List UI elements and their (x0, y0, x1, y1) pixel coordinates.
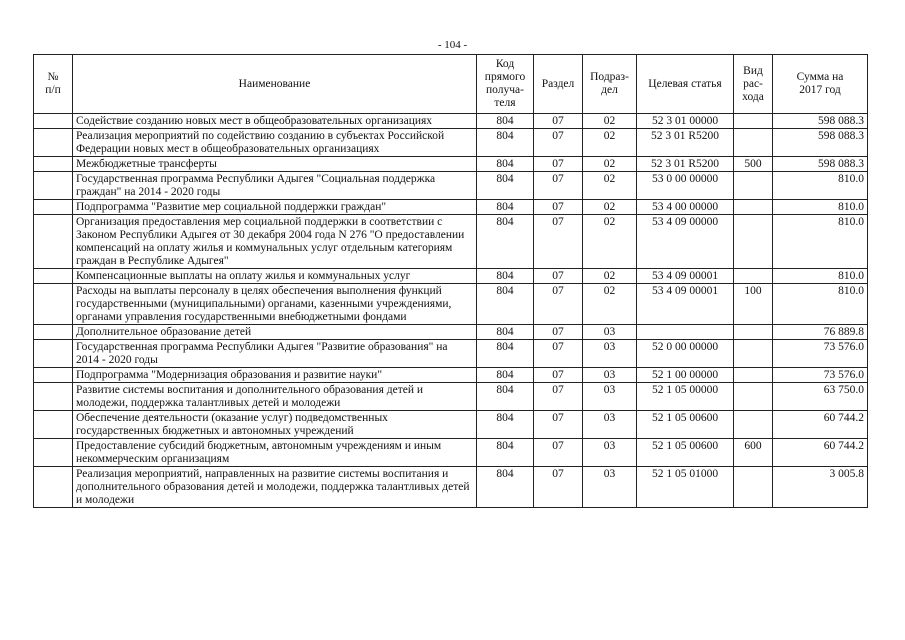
table-header-row (34, 55, 868, 114)
table-row (34, 200, 868, 215)
row-name: Дополнительное образование детей (73, 325, 477, 340)
row-expense-type (734, 368, 773, 383)
row-num (34, 284, 73, 325)
row-code: 804 (477, 325, 534, 340)
header-num: № п/п (34, 55, 73, 114)
header-target: Целевая статья (637, 55, 734, 114)
row-section: 07 (534, 269, 583, 284)
row-target: 52 1 05 00000 (637, 383, 734, 411)
row-expense-type (734, 215, 773, 269)
row-name: Организация предоставления мер социальной поддержки в соответствии с Законом Республики Адыгея от 30 декабря 2004 года N 276 "О предоставлении компенсаций на оплату жилья и коммунальных услуг отдельным категориям граждан в Республике Адыгея" (73, 215, 477, 269)
row-subsection: 02 (583, 200, 637, 215)
row-code: 804 (477, 215, 534, 269)
table-row (34, 368, 868, 383)
row-amount: 598 088.3 (773, 129, 868, 157)
row-name: Расходы на выплаты персоналу в целях обеспечения выполнения функций государственными (муниципальными) органами, казенными учреждениями, органами управления государственными внебюджетными фондами (73, 284, 477, 325)
row-num (34, 467, 73, 508)
row-expense-type (734, 114, 773, 129)
row-expense-type (734, 411, 773, 439)
row-amount: 63 750.0 (773, 383, 868, 411)
row-target: 53 4 00 00000 (637, 200, 734, 215)
row-section: 07 (534, 439, 583, 467)
table-row (34, 215, 868, 269)
row-name: Подпрограмма "Модернизация образования и развитие науки" (73, 368, 477, 383)
table-row (34, 340, 868, 368)
row-amount: 76 889.8 (773, 325, 868, 340)
row-name: Компенсационные выплаты на оплату жилья и коммунальных услуг (73, 269, 477, 284)
row-target: 53 4 09 00001 (637, 284, 734, 325)
row-name: Государственная программа Республики Адыгея "Социальная поддержка граждан" на 2014 - 2020 годы (73, 172, 477, 200)
row-name: Содействие созданию новых мест в общеобразовательных организациях (73, 114, 477, 129)
row-num (34, 114, 73, 129)
row-target (637, 325, 734, 340)
table-row (34, 411, 868, 439)
row-expense-type (734, 325, 773, 340)
row-target: 52 3 01 R5200 (637, 157, 734, 172)
row-code: 804 (477, 467, 534, 508)
row-target: 53 0 00 00000 (637, 172, 734, 200)
row-expense-type (734, 269, 773, 284)
row-name: Реализация мероприятий по содействию созданию в субъектах Российской Федерации новых мест в общеобразовательных организациях (73, 129, 477, 157)
row-expense-type (734, 172, 773, 200)
row-section: 07 (534, 325, 583, 340)
row-subsection: 02 (583, 114, 637, 129)
row-amount: 810.0 (773, 215, 868, 269)
table-row (34, 129, 868, 157)
header-amount: Сумма на 2017 год (773, 55, 868, 114)
row-expense-type (734, 340, 773, 368)
row-code: 804 (477, 269, 534, 284)
row-target: 53 4 09 00000 (637, 215, 734, 269)
row-amount: 810.0 (773, 172, 868, 200)
row-subsection: 03 (583, 368, 637, 383)
row-target: 52 1 05 00600 (637, 411, 734, 439)
row-code: 804 (477, 172, 534, 200)
row-code: 804 (477, 157, 534, 172)
row-expense-type (734, 467, 773, 508)
row-name: Обеспечение деятельности (оказание услуг) подведомственных государственных бюджетных и автономных учреждений (73, 411, 477, 439)
row-subsection: 02 (583, 129, 637, 157)
header-section: Раздел (534, 55, 583, 114)
row-amount: 810.0 (773, 284, 868, 325)
row-code: 804 (477, 383, 534, 411)
row-subsection: 03 (583, 439, 637, 467)
row-name: Государственная программа Республики Адыгея "Развитие образования" на 2014 - 2020 годы (73, 340, 477, 368)
row-target: 52 1 05 01000 (637, 467, 734, 508)
row-amount: 598 088.3 (773, 157, 868, 172)
budget-table (33, 54, 868, 508)
table-row (34, 325, 868, 340)
row-num (34, 269, 73, 284)
table-row (34, 467, 868, 508)
row-section: 07 (534, 114, 583, 129)
table-row (34, 439, 868, 467)
row-amount: 810.0 (773, 269, 868, 284)
row-expense-type (734, 200, 773, 215)
row-target: 52 3 01 00000 (637, 114, 734, 129)
row-subsection: 03 (583, 340, 637, 368)
row-subsection: 03 (583, 411, 637, 439)
row-expense-type: 100 (734, 284, 773, 325)
row-section: 07 (534, 215, 583, 269)
row-section: 07 (534, 172, 583, 200)
row-code: 804 (477, 340, 534, 368)
table-row (34, 284, 868, 325)
row-name: Подпрограмма "Развитие мер социальной поддержки граждан" (73, 200, 477, 215)
row-code: 804 (477, 411, 534, 439)
row-name: Развитие системы воспитания и дополнительного образования детей и молодежи, поддержка талантливых детей и молодежи (73, 383, 477, 411)
row-expense-type: 500 (734, 157, 773, 172)
row-amount: 3 005.8 (773, 467, 868, 508)
row-subsection: 02 (583, 269, 637, 284)
table-row (34, 172, 868, 200)
row-name: Межбюджетные трансферты (73, 157, 477, 172)
page-number: - 104 - (437, 39, 468, 51)
row-section: 07 (534, 383, 583, 411)
row-num (34, 129, 73, 157)
row-code: 804 (477, 439, 534, 467)
row-target: 53 4 09 00001 (637, 269, 734, 284)
row-code: 804 (477, 368, 534, 383)
header-name: Наименование (73, 55, 477, 114)
row-expense-type (734, 383, 773, 411)
row-subsection: 02 (583, 157, 637, 172)
row-amount: 598 088.3 (773, 114, 868, 129)
row-code: 804 (477, 129, 534, 157)
row-num (34, 411, 73, 439)
row-amount: 60 744.2 (773, 439, 868, 467)
row-section: 07 (534, 340, 583, 368)
row-num (34, 200, 73, 215)
row-section: 07 (534, 200, 583, 215)
row-num (34, 325, 73, 340)
row-name: Реализация мероприятий, направленных на развитие системы воспитания и дополнительного образования детей и молодежи, поддержка талантливых детей и молодежи (73, 467, 477, 508)
row-num (34, 439, 73, 467)
row-target: 52 1 00 00000 (637, 368, 734, 383)
row-name: Предоставление субсидий бюджетным, автономным учреждениям и иным некоммерческим организациям (73, 439, 477, 467)
row-target: 52 3 01 R5200 (637, 129, 734, 157)
row-expense-type: 600 (734, 439, 773, 467)
header-expense-type: Вид рас- хода (734, 55, 773, 114)
row-subsection: 02 (583, 215, 637, 269)
row-section: 07 (534, 368, 583, 383)
table-row (34, 269, 868, 284)
row-code: 804 (477, 114, 534, 129)
row-section: 07 (534, 467, 583, 508)
row-subsection: 02 (583, 172, 637, 200)
row-expense-type (734, 129, 773, 157)
table-row (34, 157, 868, 172)
row-num (34, 172, 73, 200)
row-num (34, 340, 73, 368)
row-num (34, 157, 73, 172)
row-code: 804 (477, 284, 534, 325)
header-subsection: Подраз- дел (583, 55, 637, 114)
table-row (34, 383, 868, 411)
row-amount: 73 576.0 (773, 368, 868, 383)
row-subsection: 03 (583, 383, 637, 411)
row-section: 07 (534, 129, 583, 157)
row-subsection: 03 (583, 467, 637, 508)
row-amount: 60 744.2 (773, 411, 868, 439)
row-num (34, 368, 73, 383)
row-subsection: 02 (583, 284, 637, 325)
row-code: 804 (477, 200, 534, 215)
row-target: 52 0 00 00000 (637, 340, 734, 368)
header-code: Код прямого получа- теля (477, 55, 534, 114)
row-num (34, 215, 73, 269)
table-row (34, 114, 868, 129)
row-num (34, 383, 73, 411)
row-amount: 73 576.0 (773, 340, 868, 368)
row-section: 07 (534, 284, 583, 325)
row-amount: 810.0 (773, 200, 868, 215)
row-section: 07 (534, 411, 583, 439)
row-subsection: 03 (583, 325, 637, 340)
row-section: 07 (534, 157, 583, 172)
row-target: 52 1 05 00600 (637, 439, 734, 467)
